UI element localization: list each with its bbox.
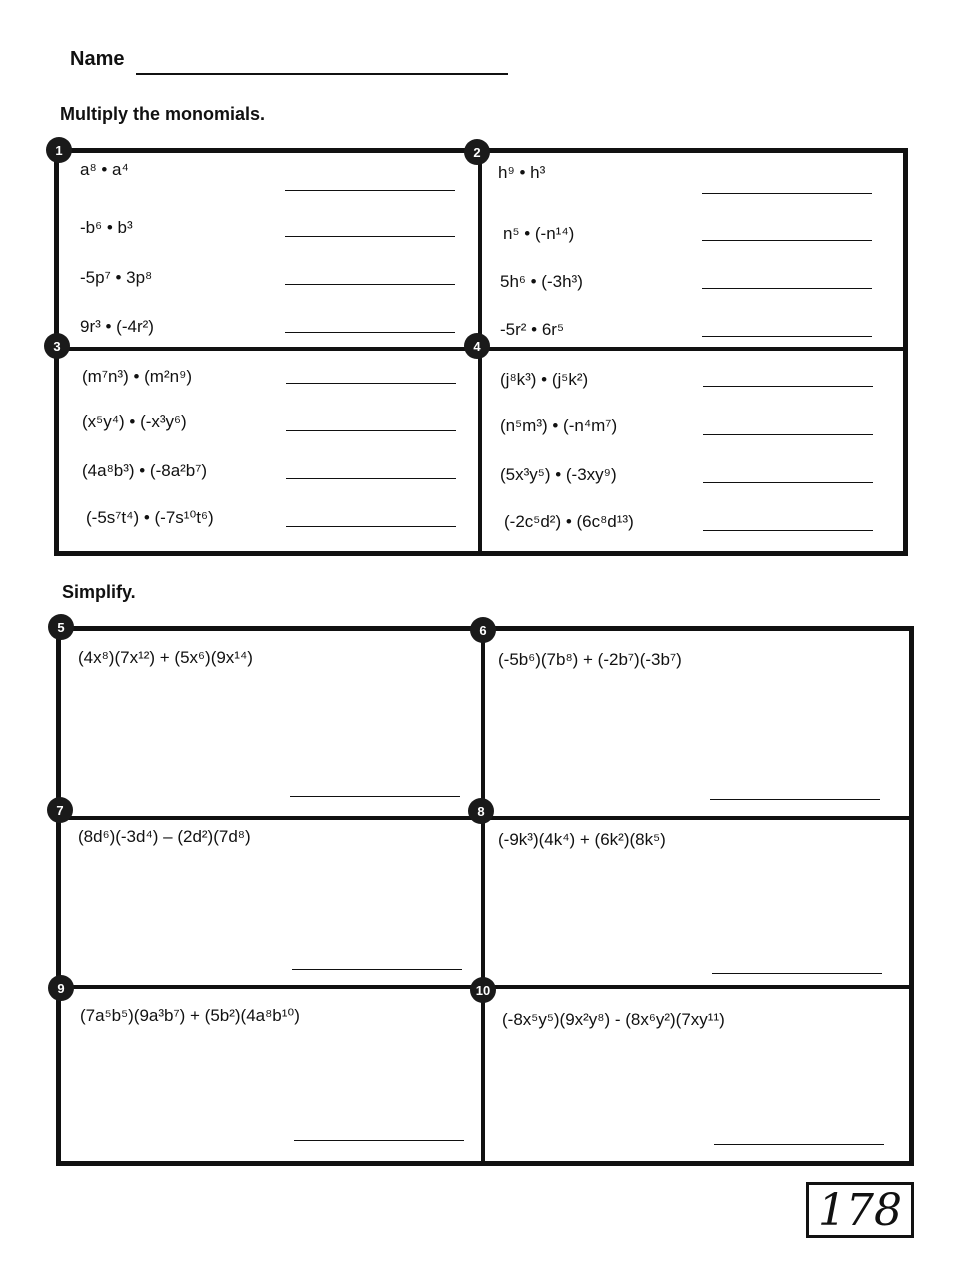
problem-4a: (j⁸k³) • (j⁵k²) [500,370,589,389]
name-label: Name [70,48,125,70]
problem-number-badge: 2 [464,139,490,165]
answer-line[interactable] [702,288,872,289]
problem-number-badge: 8 [468,798,494,824]
answer-line[interactable] [285,236,455,237]
problem-4b: (n⁵m³) • (-n⁴m⁷) [500,416,618,435]
name-answer-line[interactable] [136,73,508,75]
problem-2d: -5r² • 6r⁵ [500,320,564,339]
simplify-grid-vertical-divider [481,626,485,1166]
problem-number-badge: 4 [464,333,490,359]
problem-number-badge: 7 [47,797,73,823]
answer-line[interactable] [286,526,456,527]
problem-2b: n⁵ • (-n¹⁴) [503,224,575,243]
problem-1a: a⁸ • a⁴ [80,160,129,179]
answer-line[interactable] [290,796,460,797]
answer-line[interactable] [703,434,873,435]
problem-8: (-9k³)(4k⁴) + (6k²)(8k⁵) [498,830,666,849]
answer-line[interactable] [702,193,872,194]
problem-number-badge: 1 [46,137,72,163]
answer-line[interactable] [714,1144,884,1145]
problem-6: (-5b⁶)(7b⁸) + (-2b⁷)(-3b⁷) [498,650,682,669]
answer-line[interactable] [286,478,456,479]
answer-line[interactable] [703,386,873,387]
answer-line[interactable] [710,799,880,800]
problem-9: (7a⁵b⁵)(9a³b⁷) + (5b²)(4a⁸b¹⁰) [80,1006,300,1025]
answer-line[interactable] [294,1140,464,1141]
answer-line[interactable] [702,336,872,337]
problem-4c: (5x³y⁵) • (-3xy⁹) [500,465,617,484]
problem-number-badge: 3 [44,333,70,359]
problem-number-badge: 9 [48,975,74,1001]
problem-number-badge: 5 [48,614,74,640]
answer-line[interactable] [703,482,873,483]
problem-1b: -b⁶ • b³ [80,218,133,237]
answer-line[interactable] [286,383,456,384]
section-title-multiply: Multiply the monomials. [60,104,266,124]
answer-line[interactable] [703,530,873,531]
problem-number-badge: 10 [470,977,496,1003]
problem-1d: 9r³ • (-4r²) [80,317,154,336]
problem-1c: -5p⁷ • 3p⁸ [80,268,153,287]
problem-7: (8d⁶)(-3d⁴) – (2d²)(7d⁸) [78,827,251,846]
answer-line[interactable] [285,284,455,285]
problem-10: (-8x⁵y⁵)(9x²y⁸) - (8x⁶y²)(7xy¹¹) [502,1010,725,1029]
problem-2c: 5h⁶ • (-3h³) [500,272,583,291]
answer-line[interactable] [702,240,872,241]
problem-4d: (-2c⁵d²) • (6c⁸d¹³) [504,512,634,531]
answer-line[interactable] [285,190,455,191]
simplify-grid [56,626,914,1166]
answer-line[interactable] [285,332,455,333]
problem-3d: (-5s⁷t⁴) • (-7s¹⁰t⁶) [86,508,214,527]
answer-line[interactable] [286,430,456,431]
problem-3b: (x⁵y⁴) • (-x³y⁶) [82,412,187,431]
answer-line[interactable] [292,969,462,970]
problem-3a: (m⁷n³) • (m²n⁹) [82,367,193,386]
page-number: 178 [806,1182,914,1238]
problem-5: (4x⁸)(7x¹²) + (5x⁶)(9x¹⁴) [78,648,253,667]
answer-line[interactable] [712,973,882,974]
section-title-simplify: Simplify. [62,582,136,602]
problem-2a: h⁹ • h³ [498,163,546,182]
problem-3c: (4a⁸b³) • (-8a²b⁷) [82,461,208,480]
problem-number-badge: 6 [470,617,496,643]
